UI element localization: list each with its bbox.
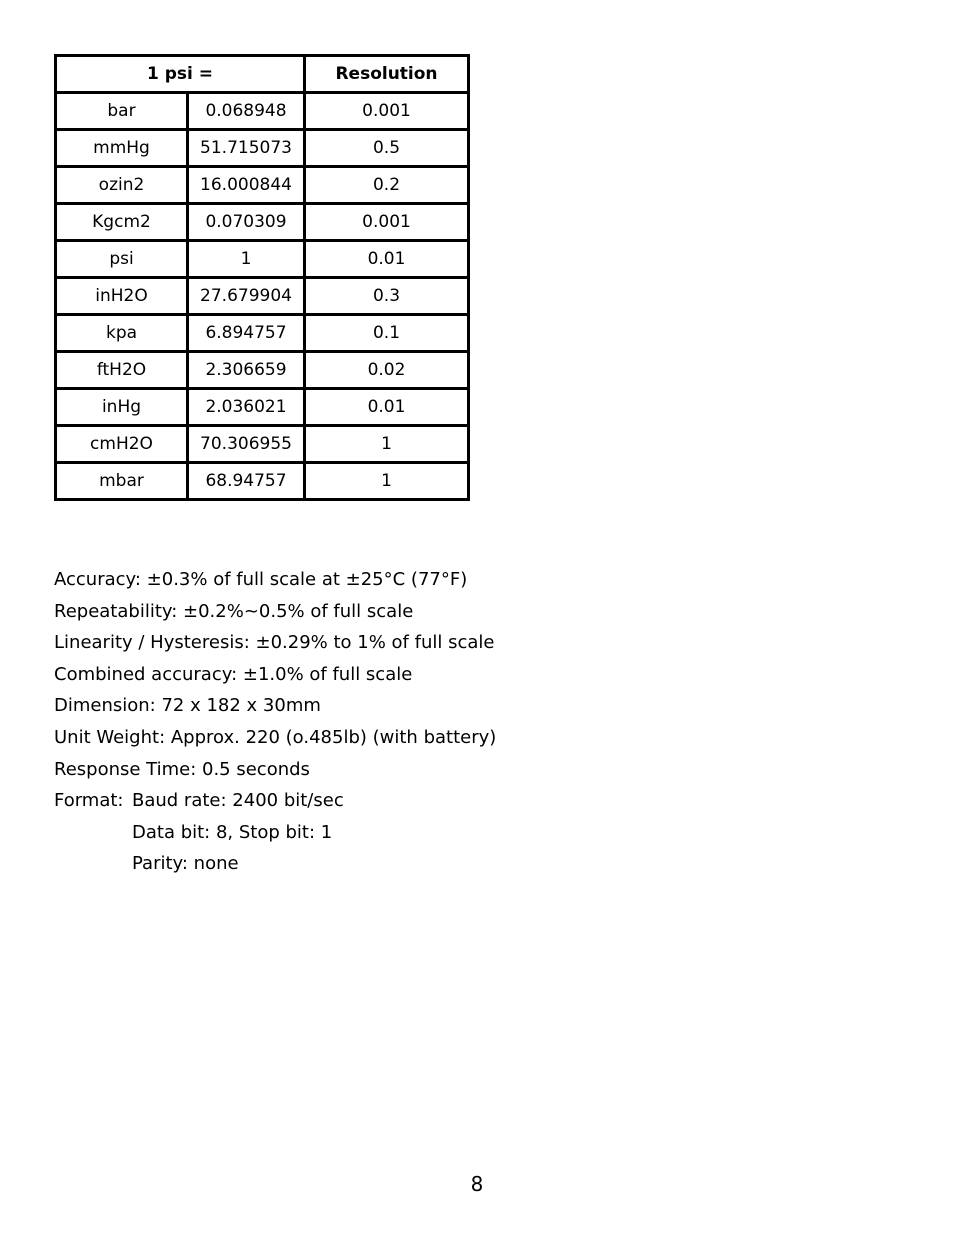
value-cell: 0.068948 [188, 93, 305, 130]
spec-unit-weight: Unit Weight: Approx. 220 (o.485lb) (with battery) [54, 726, 497, 748]
table-row [56, 130, 469, 167]
unit-cell: psi [56, 241, 188, 278]
value-cell: 27.679904 [188, 278, 305, 315]
resolution-cell: 0.2 [305, 167, 469, 204]
format-label: Format: [54, 790, 124, 812]
resolution-cell: 1 [305, 463, 469, 500]
spec-linearity: Linearity / Hysteresis: ±0.29% to 1% of full scale [54, 632, 495, 654]
page-number: 8 [470, 1172, 484, 1196]
unit-cell: mmHg [56, 130, 188, 167]
unit-cell: mbar [56, 463, 188, 500]
table-row [56, 426, 469, 463]
table-row [56, 315, 469, 352]
table-row [56, 167, 469, 204]
unit-cell: inHg [56, 389, 188, 426]
format-data-bits: Data bit: 8, Stop bit: 1 [132, 821, 333, 843]
resolution-cell: 0.1 [305, 315, 469, 352]
spec-accuracy: Accuracy: ±0.3% of full scale at ±25°C (77°F) [54, 569, 468, 590]
unit-cell: cmH2O [56, 426, 188, 463]
spec-response-time: Response Time: 0.5 seconds [54, 758, 310, 780]
unit-cell: ftH2O [56, 352, 188, 389]
resolution-cell: 0.5 [305, 130, 469, 167]
table-row [56, 204, 469, 241]
value-cell: 0.070309 [188, 204, 305, 241]
resolution-cell: 0.001 [305, 204, 469, 241]
resolution-cell: 0.01 [305, 389, 469, 426]
header-resolution: Resolution [305, 56, 469, 93]
spec-combined-accuracy: Combined accuracy: ±1.0% of full scale [54, 663, 413, 685]
resolution-cell: 1 [305, 426, 469, 463]
unit-cell: kpa [56, 315, 188, 352]
value-cell: 6.894757 [188, 315, 305, 352]
table-row [56, 241, 469, 278]
value-cell: 2.036021 [188, 389, 305, 426]
resolution-cell: 0.02 [305, 352, 469, 389]
value-cell: 2.306659 [188, 352, 305, 389]
table-header-row [56, 56, 469, 93]
spec-dimension: Dimension: 72 x 182 x 30mm [54, 695, 321, 717]
value-cell: 16.000844 [188, 167, 305, 204]
value-cell: 51.715073 [188, 130, 305, 167]
table-row [56, 389, 469, 426]
spec-format [54, 785, 496, 817]
table-row [56, 463, 469, 500]
unit-cell: Kgcm2 [56, 204, 188, 241]
format-parity: Parity: none [132, 853, 239, 875]
spec-repeatability: Repeatability: ±0.2%~0.5% of full scale [54, 600, 414, 622]
unit-cell: inH2O [56, 278, 188, 315]
resolution-cell: 0.01 [305, 241, 469, 278]
unit-cell: ozin2 [56, 167, 188, 204]
unit-cell: bar [56, 93, 188, 130]
resolution-cell: 0.001 [305, 93, 469, 130]
value-cell: 1 [188, 241, 305, 278]
table-row [56, 93, 469, 130]
specifications-list [54, 564, 496, 880]
conversion-table [54, 54, 470, 501]
value-cell: 68.94757 [188, 463, 305, 500]
value-cell: 70.306955 [188, 426, 305, 463]
format-baud-rate: Baud rate: 2400 bit/sec [132, 790, 344, 812]
header-psi-equals: 1 psi = [56, 56, 305, 93]
resolution-cell: 0.3 [305, 278, 469, 315]
table-row [56, 278, 469, 315]
table-row [56, 352, 469, 389]
